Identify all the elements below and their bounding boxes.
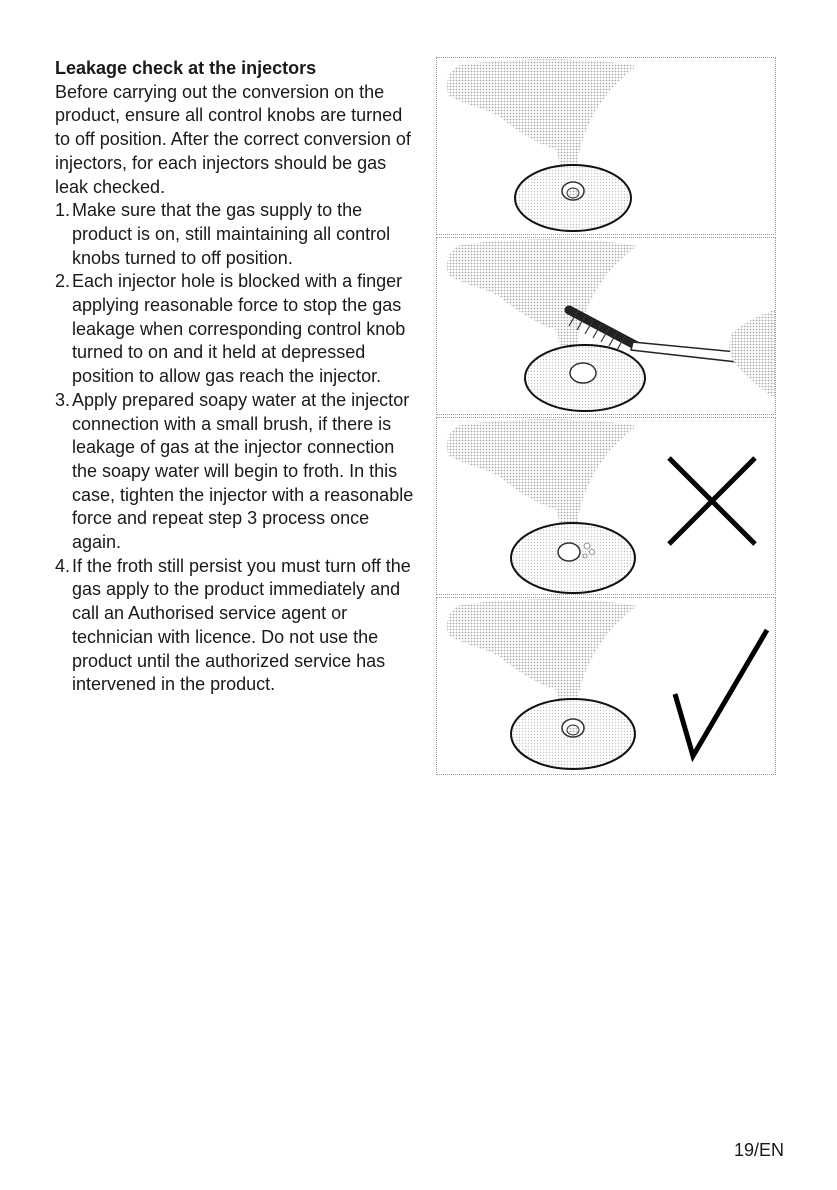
- step-number: 1.: [55, 200, 71, 221]
- finger-on-injector-icon: [437, 58, 775, 234]
- step-item: [55, 199, 415, 270]
- illustration-panel-brush: [436, 237, 776, 415]
- no-leak-check-icon: [437, 598, 775, 774]
- step-text: If the froth still persist you must turn off the gas apply to the product immediately and call an Authorised service agent or technician with licence. Do not use the product until the authorized service has intervened in the product.: [72, 555, 411, 695]
- step-number: 4.: [55, 555, 71, 576]
- leak-froth-cross-icon: [437, 418, 775, 594]
- page-number: 19/EN: [733, 1140, 784, 1160]
- step-item: [55, 389, 415, 555]
- step-item: [55, 555, 415, 697]
- step-number: 3.: [55, 389, 71, 410]
- step-text: Make sure that the gas supply to the product is on, still maintaining all control knobs turned to off position.: [72, 200, 391, 268]
- step-text: Each injector hole is blocked with a finger applying reasonable force to stop the gas leakage when corresponding control knob turned to on and it held at depressed position to allow gas reach the injector.: [72, 271, 406, 387]
- instructions-column: [55, 57, 415, 697]
- illustration-panel-ok: [436, 597, 776, 775]
- step-item: [55, 270, 415, 389]
- brush-soapy-water-icon: [437, 238, 775, 414]
- illustration-column: [436, 57, 776, 777]
- steps-list: [55, 199, 415, 697]
- illustration-panel-finger: [436, 57, 776, 235]
- step-text: Apply prepared soapy water at the injector connection with a small brush, if there is leakage of gas at the injector connection the soapy water will begin to froth. In this case, tighten the injector with a reasonable force and repeat step 3 process once again.: [72, 389, 414, 553]
- section-heading: Leakage check at the injectors: [55, 58, 317, 78]
- intro-paragraph: Before carrying out the conversion on the product, ensure all control knobs are turned to off position. After the correct conversion of injectors, for each injectors should be gas leak checked.: [55, 81, 411, 197]
- illustration-panel-leak: [436, 417, 776, 595]
- step-number: 2.: [55, 271, 71, 292]
